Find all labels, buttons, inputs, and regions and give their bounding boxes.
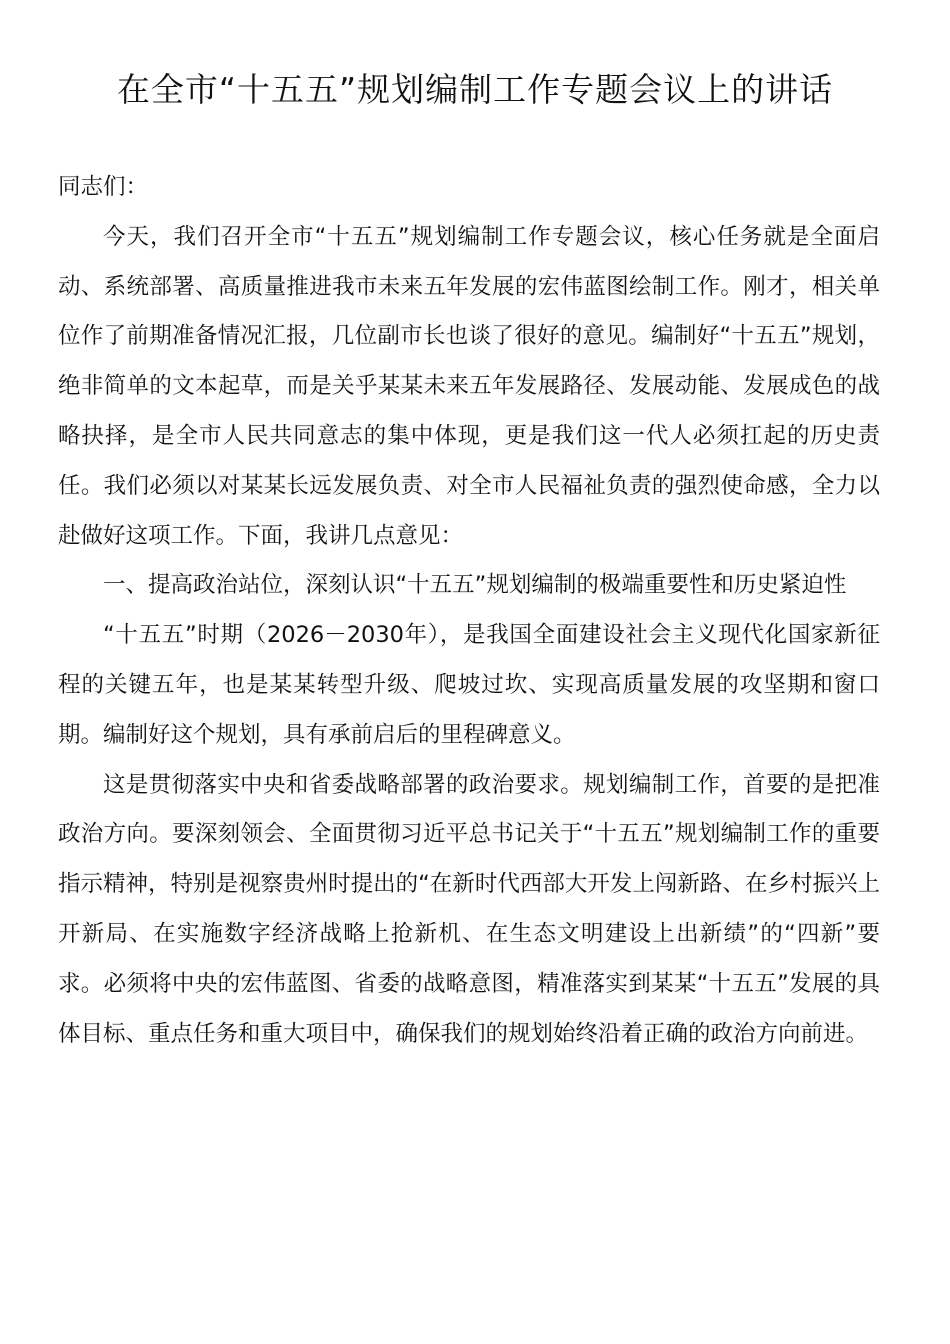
paragraph-period-overview: “十五五”时期（2026－2030年），是我国全面建设社会主义现代化国家新征程的关键五年，也是某某转型升级、爬坡过坎、实现高质量发展的攻坚期和窗口期。编制好这个规划，具有承前启后的里程碑意义。 bbox=[58, 622, 880, 748]
paragraph-opening: 今天，我们召开全市“十五五”规划编制工作专题会议，核心任务就是全面启动、系统部署、高质量推进我市未来五年发展的宏伟蓝图绘制工作。刚才，相关单位作了前期准备情况汇报，几位副市长也谈了很好的意见。编制好“十五五”规划，绝非简单的文本起草，而是关乎某某未来五年发展路径、发展动能、发展成色的战略抉择，是全市人民共同意志的集中体现，更是我们这一代人必须扛起的历史责任。我们必须以对某某长远发展负责、对全市人民福祉负责的强烈使命感，全力以赴做好这项工作。下面，我讲几点意见： bbox=[58, 223, 880, 549]
paragraph-political-requirement: 这是贯彻落实中央和省委战略部署的政治要求。规划编制工作，首要的是把准政治方向。要深刻领会、全面贯彻习近平总书记关于“十五五”规划编制工作的重要指示精神，特别是视察贵州时提出的“在新时代西部大开发上闯新路、在乡村振兴上开新局、在实施数字经济战略上抢新机、在生态文明建设上出新绩”的“四新”要求。必须将中央的宏伟蓝图、省委的战略意图，精准落实到某某“十五五”发展的具体目标、重点任务和重大项目中，确保我们的规划始终沿着正确的政治方向前进。 bbox=[58, 771, 880, 1047]
section-heading-1: 一、提高政治站位，深刻认识“十五五”规划编制的极端重要性和历史紧迫性 bbox=[103, 572, 847, 599]
document-title: 在全市“十五五”规划编制工作专题会议上的讲话 bbox=[116, 70, 834, 109]
salutation: 同志们： bbox=[58, 174, 149, 200]
document-body bbox=[58, 163, 880, 1059]
